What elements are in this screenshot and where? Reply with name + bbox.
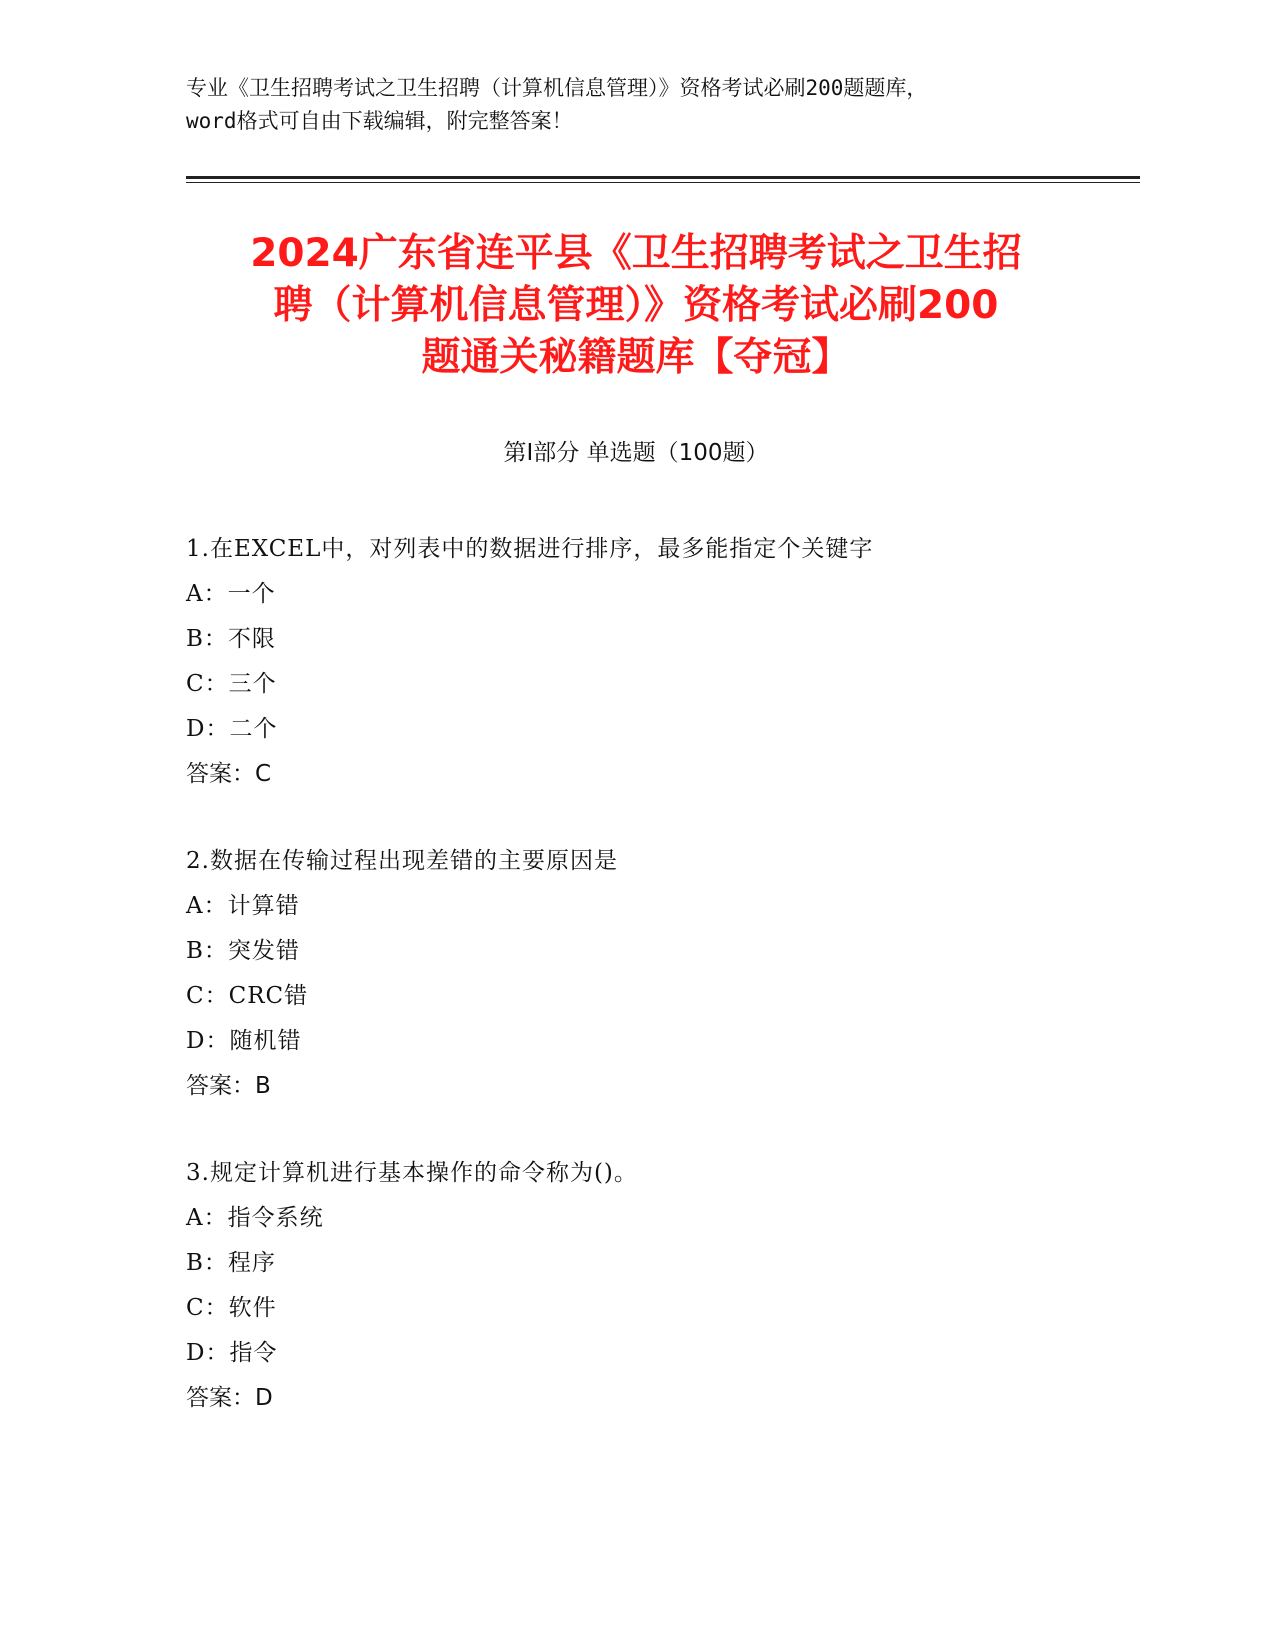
- answer: 答案：C: [186, 761, 272, 787]
- header-divider-thin: [186, 182, 1140, 183]
- option-d: D：随机错: [186, 1028, 302, 1054]
- document-title: [186, 228, 1086, 384]
- option-a: A：计算错: [186, 893, 300, 919]
- question-stem: 2.数据在传输过程出现差错的主要原因是: [186, 848, 618, 874]
- question-1: [186, 527, 1086, 797]
- option-a: A：指令系统: [186, 1205, 324, 1231]
- header-note-line-1: 专业《卫生招聘考试之卫生招聘（计算机信息管理）》资格考试必刷200题题库，: [186, 76, 928, 100]
- header-note: [186, 72, 1086, 138]
- option-c: C：CRC错: [186, 983, 309, 1009]
- answer: 答案：D: [186, 1385, 273, 1411]
- question-2: [186, 839, 1086, 1109]
- question-list: [186, 527, 1086, 1463]
- question-stem: 1.在EXCEL中，对列表中的数据进行排序，最多能指定个关键字: [186, 536, 874, 562]
- question-stem: 3.规定计算机进行基本操作的命令称为()。: [186, 1160, 638, 1186]
- option-b: B：程序: [186, 1250, 276, 1276]
- option-c: C：软件: [186, 1295, 277, 1321]
- document-title-line-1: 2024广东省连平县《卫生招聘考试之卫生招: [250, 231, 1022, 276]
- header-divider-thick: [186, 176, 1140, 179]
- option-d: D：二个: [186, 716, 278, 742]
- question-3: [186, 1151, 1086, 1421]
- header-note-line-2: word格式可自由下载编辑，附完整答案！: [186, 109, 573, 133]
- option-c: C：三个: [186, 671, 277, 697]
- section-title: 第Ⅰ部分 单选题（100题）: [503, 440, 769, 466]
- option-a: A：一个: [186, 581, 276, 607]
- document-title-line-2: 聘（计算机信息管理）》资格考试必刷200: [273, 283, 999, 328]
- option-b: B：突发错: [186, 938, 300, 964]
- option-d: D：指令: [186, 1340, 278, 1366]
- answer: 答案：B: [186, 1073, 271, 1099]
- option-b: B：不限: [186, 626, 276, 652]
- document-title-line-3: 题通关秘籍题库【夺冠】: [421, 335, 851, 380]
